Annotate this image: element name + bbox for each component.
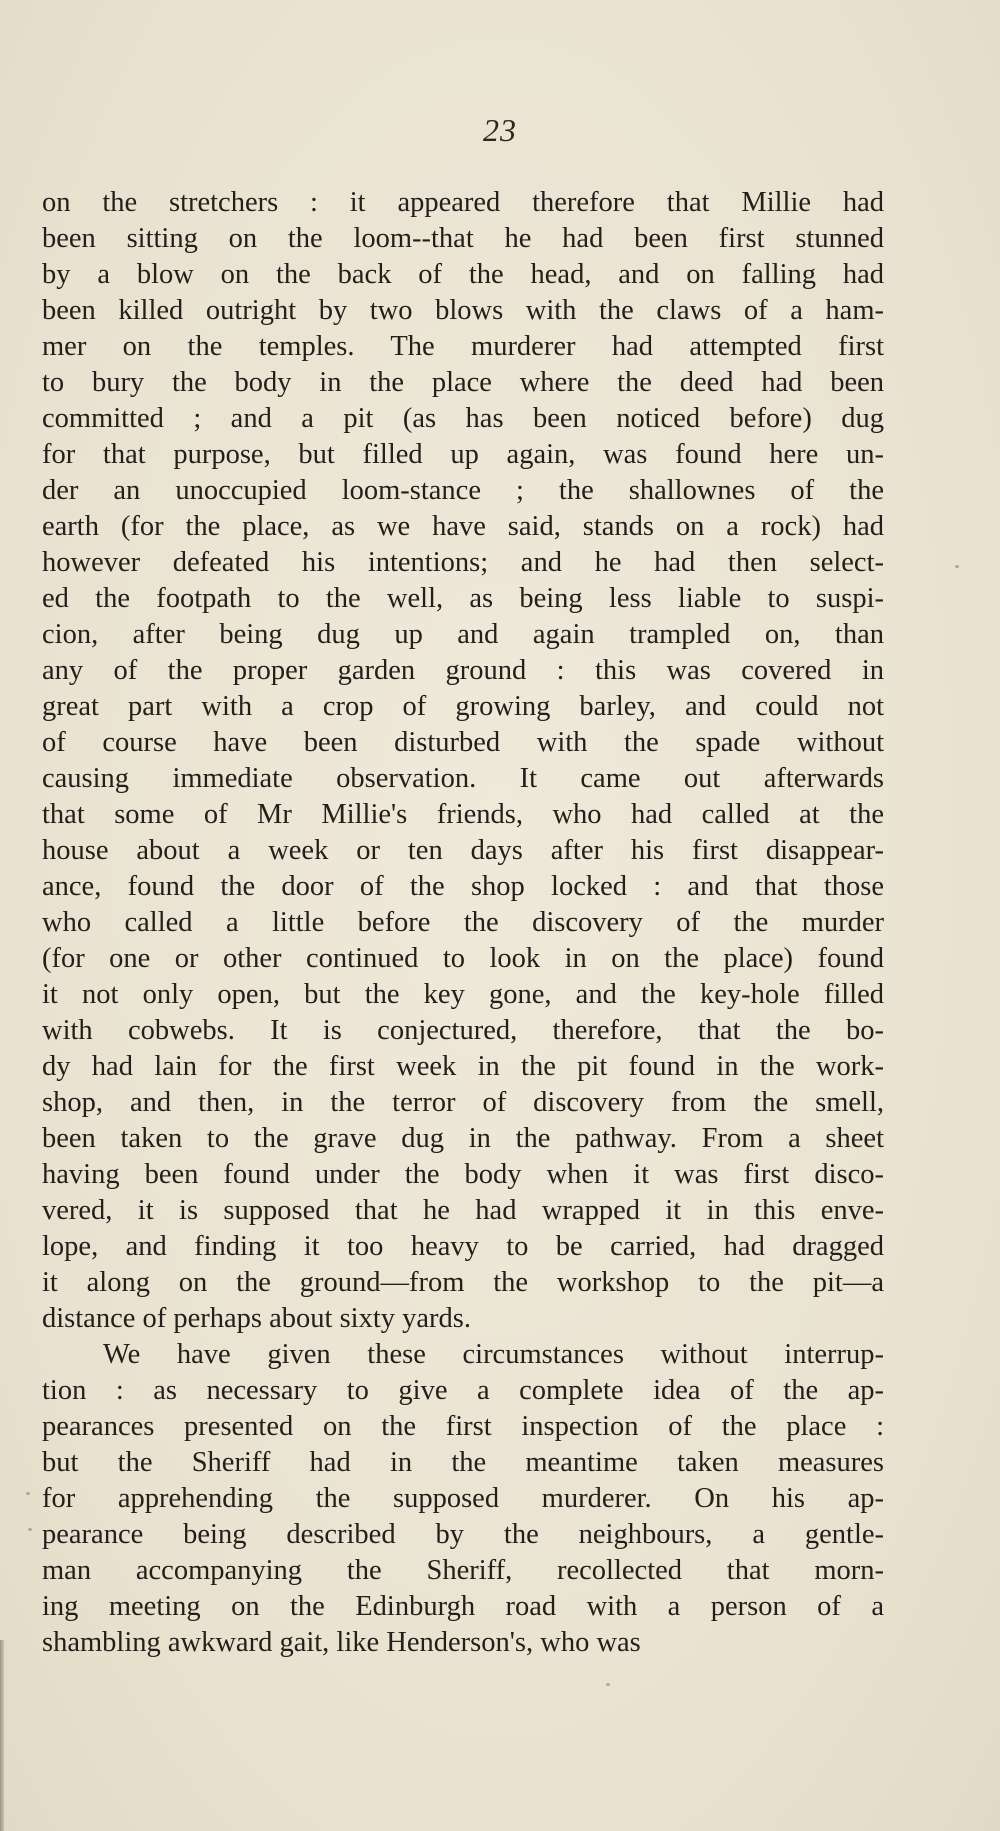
text-line: great part with a crop of growing barley, and could not <box>42 691 884 722</box>
text-line: for apprehending the supposed murderer. On his ap- <box>42 1483 884 1514</box>
body-text <box>42 185 884 1661</box>
text-line: der an unoccupied loom-stance ; the shallownes of the <box>42 475 884 506</box>
text-line: ed the footpath to the well, as being less liable to suspi- <box>42 583 884 614</box>
text-line: mer on the temples. The murderer had attempted first <box>42 331 884 362</box>
text-line: it along on the ground—from the workshop to the pit—a <box>42 1267 884 1298</box>
text-line: any of the proper garden ground : this was covered in <box>42 655 884 686</box>
text-line: pearance being described by the neighbours, a gentle- <box>42 1519 884 1550</box>
page-number: 23 <box>483 112 517 148</box>
text-line: it not only open, but the key gone, and the key-hole filled <box>42 979 884 1010</box>
text-line: cion, after being dug up and again trampled on, than <box>42 619 884 650</box>
text-line: ing meeting on the Edinburgh road with a person of a <box>42 1591 884 1622</box>
text-line: by a blow on the back of the head, and on falling had <box>42 259 884 290</box>
page-binding-edge <box>0 1640 4 1831</box>
text-line: ance, found the door of the shop locked : and that those <box>42 871 884 902</box>
text-line: of course have been disturbed with the spade without <box>42 727 884 758</box>
text-line: pearances presented on the first inspection of the place : <box>42 1411 884 1442</box>
text-line: who called a little before the discovery of the murder <box>42 907 884 938</box>
text-line: (for one or other continued to look in on the place) found <box>42 943 884 974</box>
text-line: earth (for the place, as we have said, stands on a rock) had <box>42 511 884 542</box>
text-line: been sitting on the loom--that he had been first stunned <box>42 223 884 254</box>
paper-speck <box>955 565 959 568</box>
text-line: been taken to the grave dug in the pathway. From a sheet <box>42 1123 884 1154</box>
text-line: causing immediate observation. It came out afterwards <box>42 763 884 794</box>
paper-speck <box>28 1528 32 1531</box>
text-line: lope, and finding it too heavy to be carried, had dragged <box>42 1231 884 1262</box>
text-line: having been found under the body when it was first disco- <box>42 1159 884 1190</box>
text-line: vered, it is supposed that he had wrapped it in this enve- <box>42 1195 884 1226</box>
paper-speck <box>606 1683 610 1686</box>
text-line: distance of perhaps about sixty yards. <box>42 1303 471 1334</box>
text-line: tion : as necessary to give a complete idea of the ap- <box>42 1375 884 1406</box>
text-line: shambling awkward gait, like Henderson's, who was <box>42 1627 641 1658</box>
text-line: dy had lain for the first week in the pit found in the work- <box>42 1051 884 1082</box>
paper-speck <box>26 1492 30 1495</box>
text-line: with cobwebs. It is conjectured, therefore, that the bo- <box>42 1015 884 1046</box>
text-line: to bury the body in the place where the deed had been <box>42 367 884 398</box>
text-line: shop, and then, in the terror of discovery from the smell, <box>42 1087 884 1118</box>
text-line: house about a week or ten days after his first disappear- <box>42 835 884 866</box>
text-line: man accompanying the Sheriff, recollected that morn- <box>42 1555 884 1586</box>
text-line: We have given these circumstances without interrup- <box>103 1339 884 1370</box>
text-line: been killed outright by two blows with the claws of a ham- <box>42 295 884 326</box>
text-line: however defeated his intentions; and he had then select- <box>42 547 884 578</box>
text-line: but the Sheriff had in the meantime taken measures <box>42 1447 884 1478</box>
text-line: that some of Mr Millie's friends, who had called at the <box>42 799 884 830</box>
text-line: committed ; and a pit (as has been noticed before) dug <box>42 403 884 434</box>
text-line: on the stretchers : it appeared therefore that Millie had <box>42 187 884 218</box>
text-line: for that purpose, but filled up again, was found here un- <box>42 439 884 470</box>
